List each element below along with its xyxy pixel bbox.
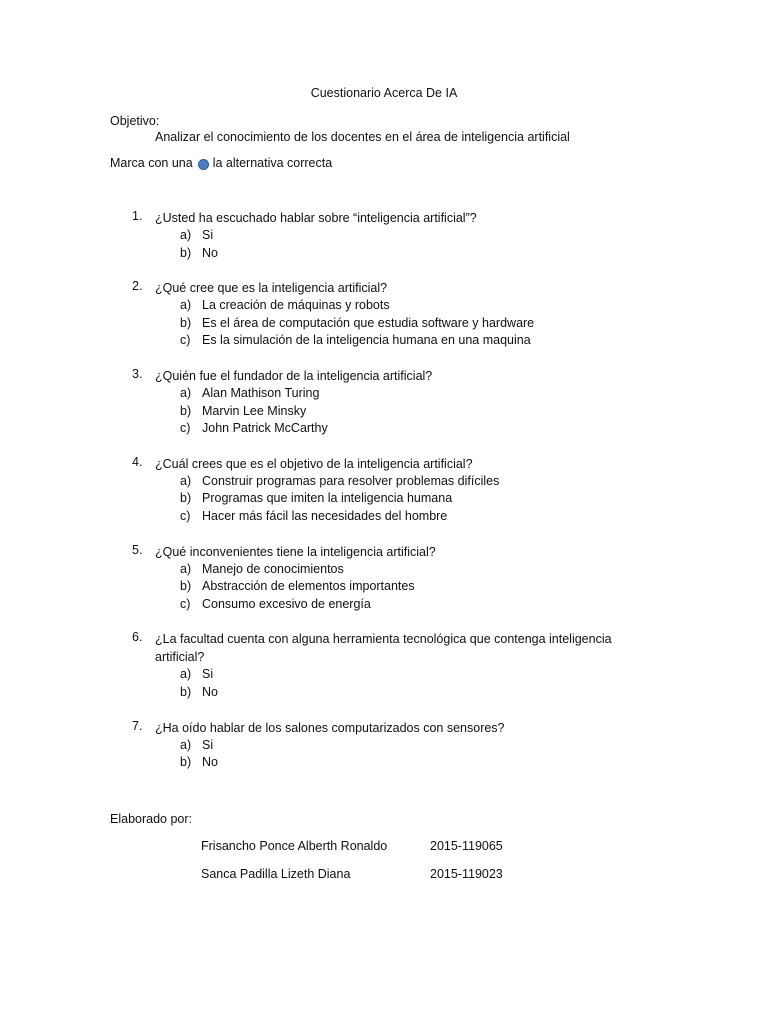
option-c[interactable] xyxy=(0,332,768,350)
option-b[interactable] xyxy=(0,403,768,421)
question-number: 2. xyxy=(132,279,143,294)
instruction-line xyxy=(110,156,332,170)
option-text: Marvin Lee Minsky xyxy=(202,403,307,418)
option-a[interactable] xyxy=(0,666,768,684)
option-letter: b) xyxy=(180,491,192,506)
option-b[interactable] xyxy=(0,245,768,263)
option-letter: c) xyxy=(180,508,191,523)
question-number: 4. xyxy=(132,454,143,469)
option-text: Es la simulación de la inteligencia humana en una maquina xyxy=(202,333,531,348)
option-b[interactable] xyxy=(0,490,768,508)
option-text: Si xyxy=(202,228,214,242)
question-6 xyxy=(0,630,768,701)
question-number: 3. xyxy=(132,366,143,381)
author-name: Sanca Padilla Lizeth Diana xyxy=(201,867,351,881)
question-5 xyxy=(0,543,768,614)
instruction-after: la alternativa correcta xyxy=(212,156,333,170)
option-text: John Patrick McCarthy xyxy=(202,421,328,436)
option-letter: a) xyxy=(180,385,192,400)
option-text: Si xyxy=(202,737,214,752)
option-letter: b) xyxy=(180,579,192,594)
question-list xyxy=(0,209,768,789)
question-text: ¿Usted ha escuchado hablar sobre “inteligencia artificial”? xyxy=(155,211,477,225)
question-number: 1. xyxy=(132,209,143,223)
question-text: ¿Qué cree que es la inteligencia artificial? xyxy=(155,281,388,296)
option-letter: c) xyxy=(180,333,191,348)
question-7 xyxy=(0,719,768,772)
option-a[interactable] xyxy=(0,561,768,579)
author-code: 2015-119023 xyxy=(430,867,503,881)
question-number: 5. xyxy=(132,542,143,557)
option-text: Programas que imiten la inteligencia humana xyxy=(202,491,453,506)
option-text: Si xyxy=(202,667,214,682)
question-text: ¿Quién fue el fundador de la inteligencia artificial? xyxy=(155,368,433,383)
option-letter: a) xyxy=(180,737,192,752)
option-text: Alan Mathison Turing xyxy=(202,385,320,400)
option-text: No xyxy=(202,245,218,260)
question-number: 7. xyxy=(132,718,143,733)
objective-text: Analizar el conocimiento de los docentes en el área de inteligencia artificial xyxy=(155,130,570,144)
option-letter: b) xyxy=(180,245,192,260)
question-text: ¿Ha oído hablar de los salones computarizados con sensores? xyxy=(155,720,505,735)
option-a[interactable] xyxy=(0,227,768,245)
option-b[interactable] xyxy=(0,754,768,772)
question-text: ¿La facultad cuenta con alguna herramienta tecnológica que contenga inteligencia artificial? xyxy=(155,632,612,665)
option-letter: c) xyxy=(180,596,191,611)
option-a[interactable] xyxy=(0,297,768,315)
option-letter: a) xyxy=(180,298,192,313)
option-text: Hacer más fácil las necesidades del hombre xyxy=(202,508,448,523)
authors-label: Elaborado por: xyxy=(110,812,193,826)
question-text: ¿Qué inconvenientes tiene la inteligencia artificial? xyxy=(155,544,436,559)
option-text: La creación de máquinas y robots xyxy=(202,298,390,313)
question-2 xyxy=(0,279,768,350)
option-letter: a) xyxy=(180,473,192,488)
option-c[interactable] xyxy=(0,596,768,614)
option-text: Consumo excesivo de energía xyxy=(202,596,371,611)
option-letter: a) xyxy=(180,228,192,242)
document-title: Cuestionario Acerca De IA xyxy=(310,86,458,100)
option-b[interactable] xyxy=(0,578,768,596)
option-a[interactable] xyxy=(0,737,768,755)
author-name: Frisancho Ponce Alberth Ronaldo xyxy=(201,839,388,853)
option-c[interactable] xyxy=(0,420,768,438)
option-letter: b) xyxy=(180,315,192,330)
question-text: ¿Cuál crees que es el objetivo de la inteligencia artificial? xyxy=(155,456,473,471)
option-letter: b) xyxy=(180,684,192,699)
option-c[interactable] xyxy=(0,508,768,526)
question-number: 6. xyxy=(132,630,143,645)
option-text: Manejo de conocimientos xyxy=(202,561,344,576)
instruction-before: Marca con una xyxy=(110,156,193,170)
option-letter: a) xyxy=(180,561,192,576)
question-3 xyxy=(0,367,768,438)
author-code: 2015-119065 xyxy=(430,839,503,853)
option-text: No xyxy=(202,755,218,770)
objective-label: Objetivo: xyxy=(110,114,160,128)
option-b[interactable] xyxy=(0,315,768,333)
option-a[interactable] xyxy=(0,385,768,403)
option-letter: a) xyxy=(180,667,192,682)
option-letter: b) xyxy=(180,403,192,418)
question-4 xyxy=(0,455,768,526)
option-text: No xyxy=(202,684,218,699)
question-1 xyxy=(0,209,768,262)
option-text: Construir programas para resolver problemas difíciles xyxy=(202,473,500,488)
option-b[interactable] xyxy=(0,684,768,702)
circle-marker-icon xyxy=(198,159,209,170)
option-letter: b) xyxy=(180,755,192,770)
option-a[interactable] xyxy=(0,473,768,491)
option-letter: c) xyxy=(180,421,191,436)
option-text: Abstracción de elementos importantes xyxy=(202,579,415,594)
option-text: Es el área de computación que estudia software y hardware xyxy=(202,315,535,330)
